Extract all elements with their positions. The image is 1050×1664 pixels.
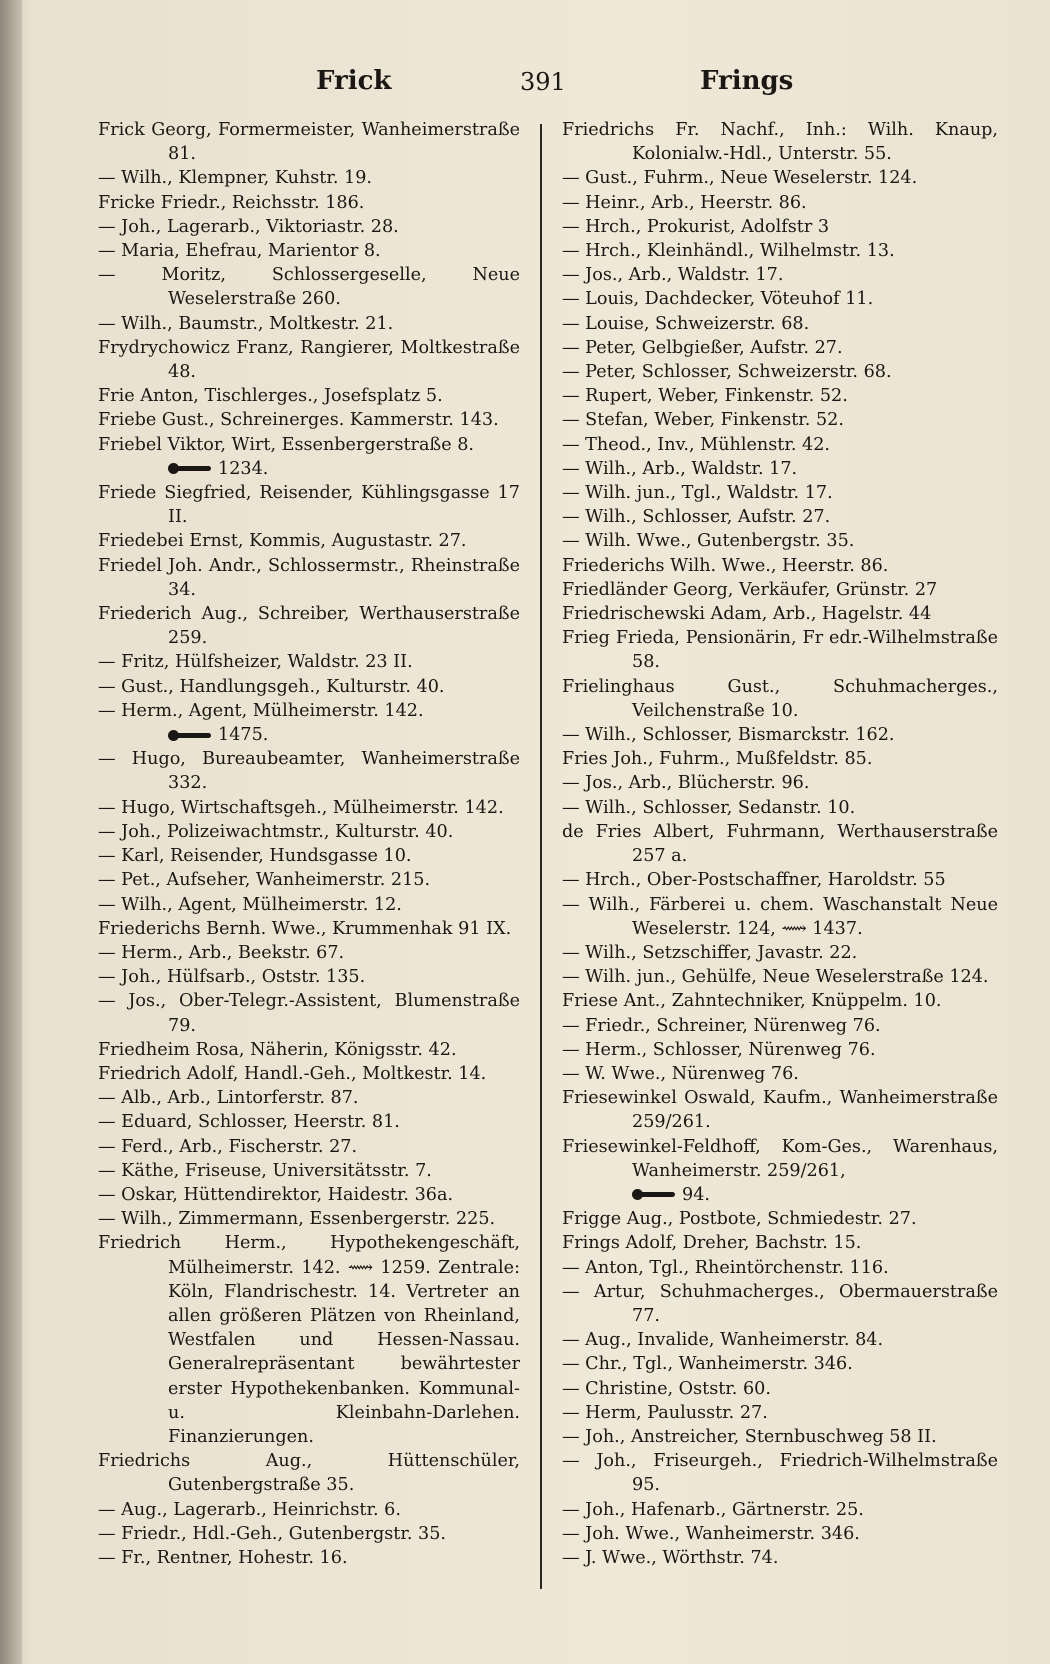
entry-text: Friebe Gust., Schreinerges. Kammerstr. 143. (98, 410, 499, 431)
directory-entry (562, 1280, 998, 1328)
entry-text: — Rupert, Weber, Finkenstr. 52. (562, 386, 848, 407)
entry-text: — Wilh., Arb., Waldstr. 17. (562, 458, 798, 479)
entry-text: — Peter, Gelbgießer, Aufstr. 27. (562, 337, 843, 358)
entry-text: Frie Anton, Tischlerges., Josefsplatz 5. (98, 386, 443, 407)
directory-entry (562, 287, 998, 311)
directory-entry (562, 1546, 998, 1570)
directory-entry (562, 626, 998, 674)
entry-text: — Herm, Paulusstr. 27. (562, 1402, 768, 1423)
entry-text: — Wilh. jun., Tgl., Waldstr. 17. (562, 483, 833, 504)
entry-text: Friedländer Georg, Verkäufer, Grünstr. 27 (562, 579, 938, 600)
entry-text: — Hrch., Ober-Postschaffner, Haroldstr. 55 (562, 870, 946, 891)
directory-entry (562, 118, 998, 166)
directory-entry (98, 868, 520, 892)
entry-text: Friede Siegfried, Reisender, Kühlingsgasse 17 II. (98, 483, 520, 528)
entry-text: — Eduard, Schlosser, Heerstr. 81. (98, 1112, 400, 1133)
entry-text: Frings Adolf, Dreher, Bachstr. 15. (562, 1233, 862, 1254)
entry-text: — Fritz, Hülfsheizer, Waldstr. 23 II. (98, 652, 413, 673)
entry-text: Frigge Aug., Postbote, Schmiedestr. 27. (562, 1209, 917, 1230)
directory-entry (98, 191, 520, 215)
entry-text: — Alb., Arb., Lintorferstr. 87. (98, 1088, 359, 1109)
directory-entry (98, 989, 520, 1037)
directory-entry (98, 796, 520, 820)
entry-text: — Karl, Reisender, Hundsgasse 10. (98, 846, 412, 867)
entry-text: — Louise, Schweizerstr. 68. (562, 313, 810, 334)
directory-entry (562, 529, 998, 553)
directory-entry (562, 1086, 998, 1134)
directory-entry (562, 941, 998, 965)
entry-text: — Herm., Agent, Mülheimerstr. 142. (98, 700, 424, 721)
directory-entry (98, 1207, 520, 1231)
entry-text: — Jos., Ober-Telegr.-Assistent, Blumenstraße 79. (98, 991, 520, 1036)
directory-entry (98, 166, 520, 190)
entry-text: 94. (682, 1184, 710, 1205)
directory-entry (98, 699, 520, 723)
page-number: 391 (520, 68, 566, 96)
entry-text: — Chr., Tgl., Wanheimerstr. 346. (562, 1354, 853, 1375)
directory-entry (98, 263, 520, 311)
entry-text: Frick Georg, Formermeister, Wanheimerstraße 81. (98, 120, 520, 165)
entry-text: Frydrychowicz Franz, Rangierer, Moltkestraße 48. (98, 337, 520, 383)
entry-text: — Wilh., Baumstr., Moltkestr. 21. (98, 313, 394, 334)
directory-entry (98, 893, 520, 917)
directory-entry (562, 1449, 998, 1497)
directory-entry (98, 1062, 520, 1086)
directory-entry (562, 796, 998, 820)
directory-entry (98, 1231, 520, 1449)
directory-entry (98, 1110, 520, 1134)
directory-entry (98, 1135, 520, 1159)
entry-text: — Maria, Ehefrau, Marientor 8. (98, 241, 381, 262)
entry-text: de Fries Albert, Fuhrmann, Werthauserstraße 257 a. (562, 821, 998, 867)
entry-text: — Gust., Handlungsgeh., Kulturstr. 40. (98, 676, 445, 697)
entry-text: — Wilh., Schlosser, Sedanstr. 10. (562, 797, 856, 818)
book-spine (0, 0, 22, 1664)
directory-entry (562, 1135, 998, 1183)
directory-entry (562, 554, 998, 578)
directory-entry (562, 215, 998, 239)
entry-text: Fries Joh., Fuhrm., Mußfeldstr. 85. (562, 749, 873, 770)
entry-text: — Joh., Lagerarb., Viktoriastr. 28. (98, 216, 399, 237)
directory-entry (562, 433, 998, 457)
entry-text: — Wilh., Zimmermann, Essenbergerstr. 225. (98, 1209, 496, 1230)
directory-entry (562, 1038, 998, 1062)
entry-text: — Joh., Polizeiwachtmstr., Kulturstr. 40. (98, 821, 454, 842)
entry-text: — Heinr., Arb., Heerstr. 86. (562, 192, 807, 213)
directory-entry (562, 1014, 998, 1038)
directory-entry (98, 336, 520, 384)
directory-entry (98, 384, 520, 408)
directory-entry (562, 408, 998, 432)
entry-text: — Fr., Rentner, Hohestr. 16. (98, 1547, 348, 1568)
entry-text: Frielinghaus Gust., Schuhmacherges., Veilchenstraße 10. (562, 676, 998, 721)
column-divider (540, 124, 542, 1589)
directory-entry (98, 1522, 520, 1546)
entry-text: Friedrichs Fr. Nachf., Inh.: Wilh. Knaup, Kolonialw.-Hdl., Unterstr. 55. (562, 120, 998, 165)
directory-entry (98, 457, 520, 481)
directory-entry (562, 191, 998, 215)
entry-text: Friesewinkel Oswald, Kaufm., Wanheimerstraße 259/261. (562, 1088, 998, 1133)
entry-text: — Pet., Aufseher, Wanheimerstr. 215. (98, 870, 431, 891)
entry-text: Friedel Joh. Andr., Schlossermstr., Rheinstraße 34. (98, 555, 520, 600)
directory-entry (562, 675, 998, 723)
entry-text: — Moritz, Schlossergeselle, Neue Weselerstraße 260. (98, 265, 520, 310)
telephone-icon (168, 729, 212, 742)
directory-entry (98, 965, 520, 989)
entry-text: — Wilh. jun., Gehülfe, Neue Weselerstraße 124. (562, 967, 989, 988)
entry-text: — Artur, Schuhmacherges., Obermauerstraße 77. (562, 1281, 998, 1326)
entry-text: — Joh., Friseurgeh., Friedrich-Wilhelmstraße 95. (562, 1451, 998, 1496)
directory-entry (562, 868, 998, 892)
entry-text: Friederich Aug., Schreiber, Werthauserstraße 259. (98, 604, 520, 649)
entry-text: — Wilh., Setzschiffer, Javastr. 22. (562, 942, 858, 963)
directory-entry (562, 1352, 998, 1376)
entry-text: Friedrich Adolf, Handl.-Geh., Moltkestr. 14. (98, 1063, 487, 1084)
directory-entry (562, 989, 998, 1013)
directory-entry (98, 239, 520, 263)
directory-entry (98, 650, 520, 674)
directory-entry (562, 1062, 998, 1086)
directory-entry (98, 1086, 520, 1110)
right-column (562, 118, 998, 1570)
directory-entry (562, 360, 998, 384)
entry-text: Friederichs Bernh. Wwe., Krummenhak 91 IX. (98, 918, 512, 939)
directory-entry (562, 1183, 998, 1207)
directory-entry (98, 917, 520, 941)
entry-text: Friebel Viktor, Wirt, Essenbergerstraße 8. (98, 434, 474, 455)
entry-text: — Ferd., Arb., Fischerstr. 27. (98, 1136, 358, 1157)
directory-entry (98, 1159, 520, 1183)
entry-text: — Hugo, Bureaubeamter, Wanheimerstraße 332. (98, 749, 520, 794)
directory-entry (562, 1425, 998, 1449)
entry-text: 1475. (218, 725, 269, 746)
entry-text: — Wilh., Schlosser, Bismarckstr. 162. (562, 725, 895, 746)
directory-entry (562, 1498, 998, 1522)
entry-text: — Hrch., Kleinhändl., Wilhelmstr. 13. (562, 241, 895, 262)
entry-text: — Friedr., Schreiner, Nürenweg 76. (562, 1015, 881, 1036)
directory-entry (98, 1498, 520, 1522)
entry-text: — Louis, Dachdecker, Vöteuhof 11. (562, 289, 874, 310)
entry-text: 1234. (218, 458, 269, 479)
directory-entry (98, 1183, 520, 1207)
directory-entry (562, 384, 998, 408)
header-right-keyword: Frings (700, 66, 794, 96)
telephone-icon (168, 462, 212, 475)
directory-entry (98, 433, 520, 457)
entry-text: — Aug., Invalide, Wanheimerstr. 84. (562, 1330, 884, 1351)
entry-text: — W. Wwe., Nürenweg 76. (562, 1063, 799, 1084)
page-header (98, 66, 988, 106)
entry-text: — Stefan, Weber, Finkenstr. 52. (562, 410, 844, 431)
entry-text: Friederichs Wilh. Wwe., Heerstr. 86. (562, 555, 889, 576)
left-column (98, 118, 520, 1570)
directory-entry (98, 118, 520, 166)
directory-entry (98, 675, 520, 699)
directory-entry (562, 747, 998, 771)
directory-entry (98, 408, 520, 432)
entry-text: Fricke Friedr., Reichsstr. 186. (98, 192, 365, 213)
entry-text: — Gust., Fuhrm., Neue Weselerstr. 124. (562, 168, 918, 189)
entry-text: — Jos., Arb., Blücherstr. 96. (562, 773, 810, 794)
entry-text: — Theod., Inv., Mühlenstr. 42. (562, 434, 830, 455)
entry-text: — J. Wwe., Wörthstr. 74. (562, 1547, 779, 1568)
entry-text: — Joh., Hafenarb., Gärtnerstr. 25. (562, 1499, 864, 1520)
directory-entry (562, 336, 998, 360)
header-left-keyword: Frick (316, 66, 392, 96)
directory-entry (562, 312, 998, 336)
entry-text: Friedrischewski Adam, Arb., Hagelstr. 44 (562, 604, 932, 625)
entry-text: — Aug., Lagerarb., Heinrichstr. 6. (98, 1499, 401, 1520)
entry-text: Friedebei Ernst, Kommis, Augustastr. 27. (98, 531, 467, 552)
directory-entry (562, 602, 998, 626)
telephone-icon (632, 1188, 676, 1201)
entry-text: — Hrch., Prokurist, Adolfstr 3 (562, 216, 830, 237)
directory-entry (98, 1449, 520, 1497)
directory-entry (562, 263, 998, 287)
entry-text: — Oskar, Hüttendirektor, Haidestr. 36a. (98, 1184, 454, 1205)
directory-entry (98, 747, 520, 795)
directory-entry (562, 239, 998, 263)
directory-entry (98, 529, 520, 553)
entry-text: — Wilh. Wwe., Gutenbergstr. 35. (562, 531, 855, 552)
directory-entry (562, 166, 998, 190)
directory-entry (562, 1231, 998, 1255)
directory-entry (562, 1256, 998, 1280)
directory-entry (562, 1328, 998, 1352)
directory-entry (562, 481, 998, 505)
entry-text: — Christine, Oststr. 60. (562, 1378, 771, 1399)
entry-text: Friesewinkel-Feldhoff, Kom-Ges., Warenhaus, Wanheimerstr. 259/261, (562, 1136, 998, 1181)
entry-text: Friedrich Herm., Hypothekengeschäft, Mülheimerstr. 142. ⟿ 1259. Zentrale: Köln, Flandrischestr. 14. Vertreter an allen größeren Plätzen von Rheinland, Westfalen und Hessen-Nassau. Generalrepräsentant bewährtester erster Hypothekenbanken. Kommunal- u. Kleinbahn-Darlehen. Finanzierungen. (98, 1233, 520, 1447)
entry-text: — Wilh., Schlosser, Aufstr. 27. (562, 507, 831, 528)
directory-entry (98, 1038, 520, 1062)
entry-text: — Herm., Arb., Beekstr. 67. (98, 942, 345, 963)
directory-entry (98, 941, 520, 965)
directory-entry (98, 312, 520, 336)
directory-entry (562, 578, 998, 602)
entry-text: — Wilh., Klempner, Kuhstr. 19. (98, 168, 373, 189)
entry-text: — Wilh., Agent, Mülheimerstr. 12. (98, 894, 402, 915)
entry-text: — Joh., Anstreicher, Sternbuschweg 58 II. (562, 1426, 937, 1447)
entry-text: — Hugo, Wirtschaftsgeh., Mülheimerstr. 142. (98, 797, 504, 818)
directory-entry (562, 893, 998, 941)
directory-entry (98, 820, 520, 844)
directory-entry (98, 481, 520, 529)
directory-entry (562, 820, 998, 868)
directory-entry (98, 554, 520, 602)
entry-text: — Jos., Arb., Waldstr. 17. (562, 265, 784, 286)
directory-entry (562, 457, 998, 481)
entry-text: — Herm., Schlosser, Nürenweg 76. (562, 1039, 876, 1060)
directory-entry (562, 1377, 998, 1401)
entry-text: — Friedr., Hdl.-Geh., Gutenbergstr. 35. (98, 1523, 446, 1544)
entry-text: — Joh. Wwe., Wanheimerstr. 346. (562, 1523, 860, 1544)
directory-entry (562, 771, 998, 795)
directory-entry (98, 215, 520, 239)
entry-text: Friedrichs Aug., Hüttenschüler, Gutenbergstraße 35. (98, 1451, 520, 1496)
entry-text: — Peter, Schlosser, Schweizerstr. 68. (562, 362, 892, 383)
directory-entry (98, 602, 520, 650)
directory-entry (562, 505, 998, 529)
entry-text: Frieg Frieda, Pensionärin, Fr edr.-Wilhelmstraße 58. (562, 628, 998, 673)
entry-text: — Anton, Tgl., Rheintörchenstr. 116. (562, 1257, 889, 1278)
entry-text: — Käthe, Friseuse, Universitätsstr. 7. (98, 1160, 432, 1181)
entry-text: — Joh., Hülfsarb., Oststr. 135. (98, 967, 366, 988)
directory-entry (562, 1401, 998, 1425)
directory-entry (562, 723, 998, 747)
directory-entry (98, 844, 520, 868)
entry-text: — Wilh., Färberei u. chem. Waschanstalt Neue Weselerstr. 124, ⟿ 1437. (562, 894, 998, 939)
entry-text: Friese Ant., Zahntechniker, Knüppelm. 10. (562, 991, 942, 1012)
directory-entry (562, 1207, 998, 1231)
directory-entry (98, 1546, 520, 1570)
directory-entry (562, 1522, 998, 1546)
directory-entry (562, 965, 998, 989)
directory-entry (98, 723, 520, 747)
entry-text: Friedheim Rosa, Näherin, Königsstr. 42. (98, 1039, 457, 1060)
